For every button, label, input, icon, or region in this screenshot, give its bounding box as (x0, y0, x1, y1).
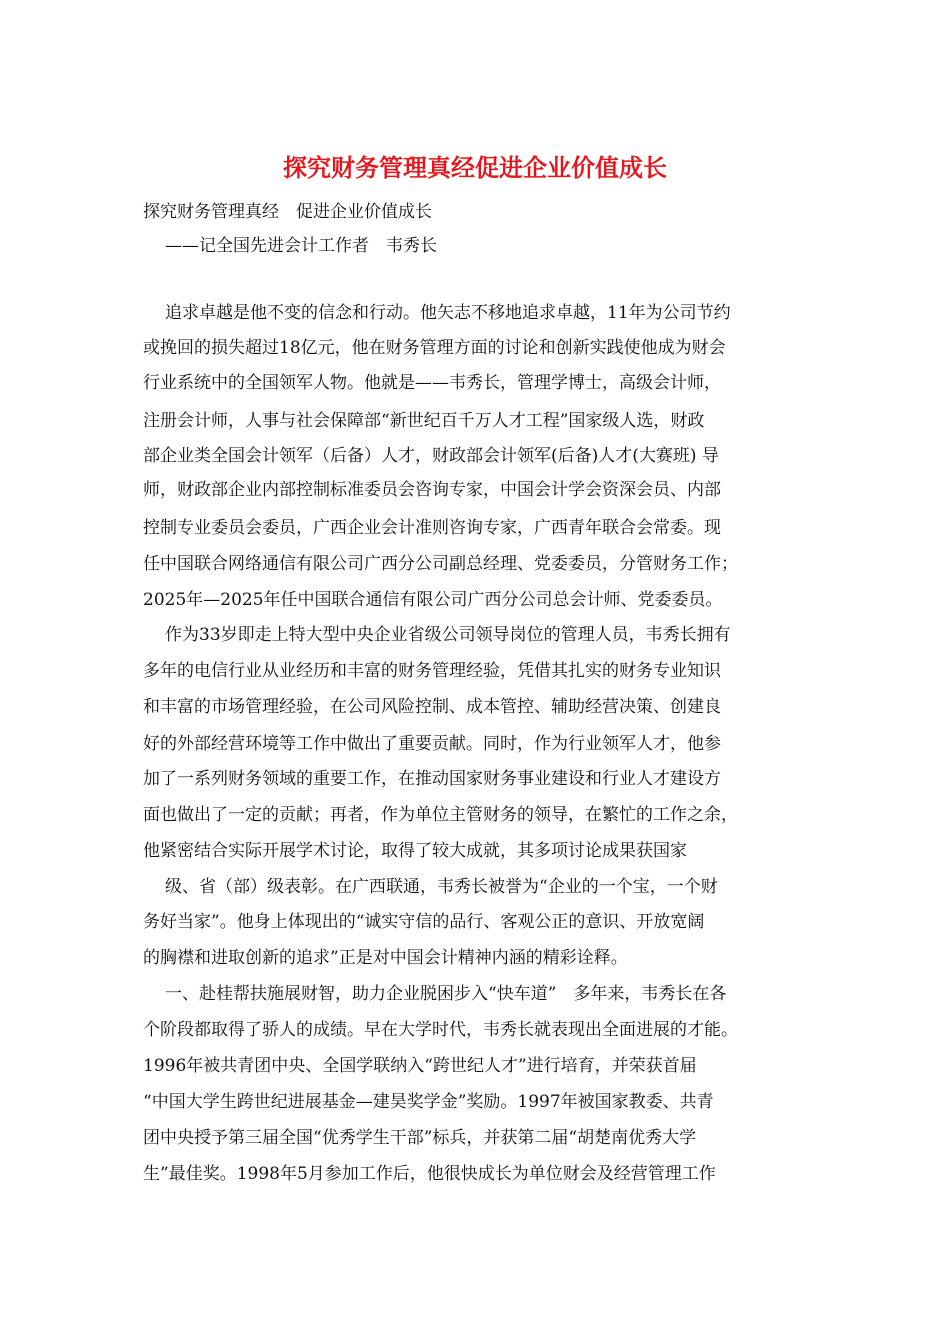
body-line: 1996年被共青团中央、全国学联纳入“跨世纪人才”进行培育，并荣获首届 (143, 1056, 697, 1076)
body-line: 他紧密结合实际开展学术讨论，取得了较大成就，其多项讨论成果获国家 (143, 841, 687, 861)
body-line: 多年的电信行业从业经历和丰富的财务管理经验，凭借其扎实的财务专业知识 (143, 661, 721, 681)
body-line: “中国大学生跨世纪进展基金—建昊奖学金”奖励。1997年被国家教委、共青 (143, 1092, 714, 1112)
body-line: 加了一系列财务领域的重要工作，在推动国家财务事业建设和行业人才建设方 (143, 769, 721, 789)
body-line: 注册会计师，人事与社会保障部“新世纪百千万人才工程”国家级人选，财政 (143, 411, 705, 431)
body-line: 行业系统中的全国领军人物。他就是——韦秀长，管理学博士，高级会计师， (143, 373, 721, 393)
body-line: 团中央授予第三届全国“优秀学生干部”标兵，并获第二届“胡楚南优秀大学 (143, 1128, 697, 1148)
body-line: 的胸襟和进取创新的追求”正是对中国会计精神内涵的精彩诠释。 (143, 948, 628, 968)
subtitle-line-1: 探究财务管理真经 促进企业价值成长 (143, 202, 432, 222)
body-line: 一、赴桂帮扶施展财智，助力企业脱困步入“快车道” 多年来，韦秀长在各 (165, 984, 727, 1004)
body-line: 或挽回的损失超过18亿元，他在财务管理方面的讨论和创新实践使他成为财会 (143, 338, 726, 358)
body-line: 师，财政部企业内部控制标准委员会咨询专家，中国会计学会资深会员、内部 (143, 480, 721, 500)
body-line: 作为33岁即走上特大型中央企业省级公司领导岗位的管理人员，韦秀长拥有 (165, 625, 731, 645)
body-line: 级、省（部）级表彰。在广西联通，韦秀长被誉为“企业的一个宝，一个财 (165, 877, 718, 897)
body-line: 个阶段都取得了骄人的成绩。早在大学时代，韦秀长就表现出全面进展的才能。 (143, 1020, 738, 1040)
body-line: 部企业类全国会计领军（后备）人才，财政部会计领军(后备)人才(大赛班) 导 (143, 446, 719, 466)
subtitle-line-2: ——记全国先进会计工作者 韦秀长 (165, 236, 437, 256)
body-line: 好的外部经营环境等工作中做出了重要贡献。同时，作为行业领军人才，他参 (143, 734, 721, 754)
body-line: 任中国联合网络通信有限公司广西分公司副总经理、党委委员，分管财务工作； (143, 554, 738, 574)
body-line: 控制专业委员会委员，广西企业会计准则咨询专家，广西青年联合会常委。现 (143, 518, 721, 538)
body-line: 追求卓越是他不变的信念和行动。他矢志不移地追求卓越，11年为公司节约 (165, 303, 731, 323)
body-line: 面也做出了一定的贡献；再者，作为单位主管财务的领导，在繁忙的工作之余， (143, 805, 738, 825)
document-title: 探究财务管理真经促进企业价值成长 (283, 153, 667, 182)
body-line: 生”最佳奖。1998年5月参加工作后，他很快成长为单位财会及经营管理工作 (143, 1164, 716, 1184)
body-line: 务好当家”。他身上体现出的“诚实守信的品行、客观公正的意识、开放宽阔 (143, 912, 705, 932)
body-line: 2025年—2025年任中国联合通信有限公司广西分公司总会计师、党委委员。 (143, 590, 723, 610)
body-line: 和丰富的市场管理经验，在公司风险控制、成本管控、辅助经营决策、创建良 (143, 697, 721, 717)
